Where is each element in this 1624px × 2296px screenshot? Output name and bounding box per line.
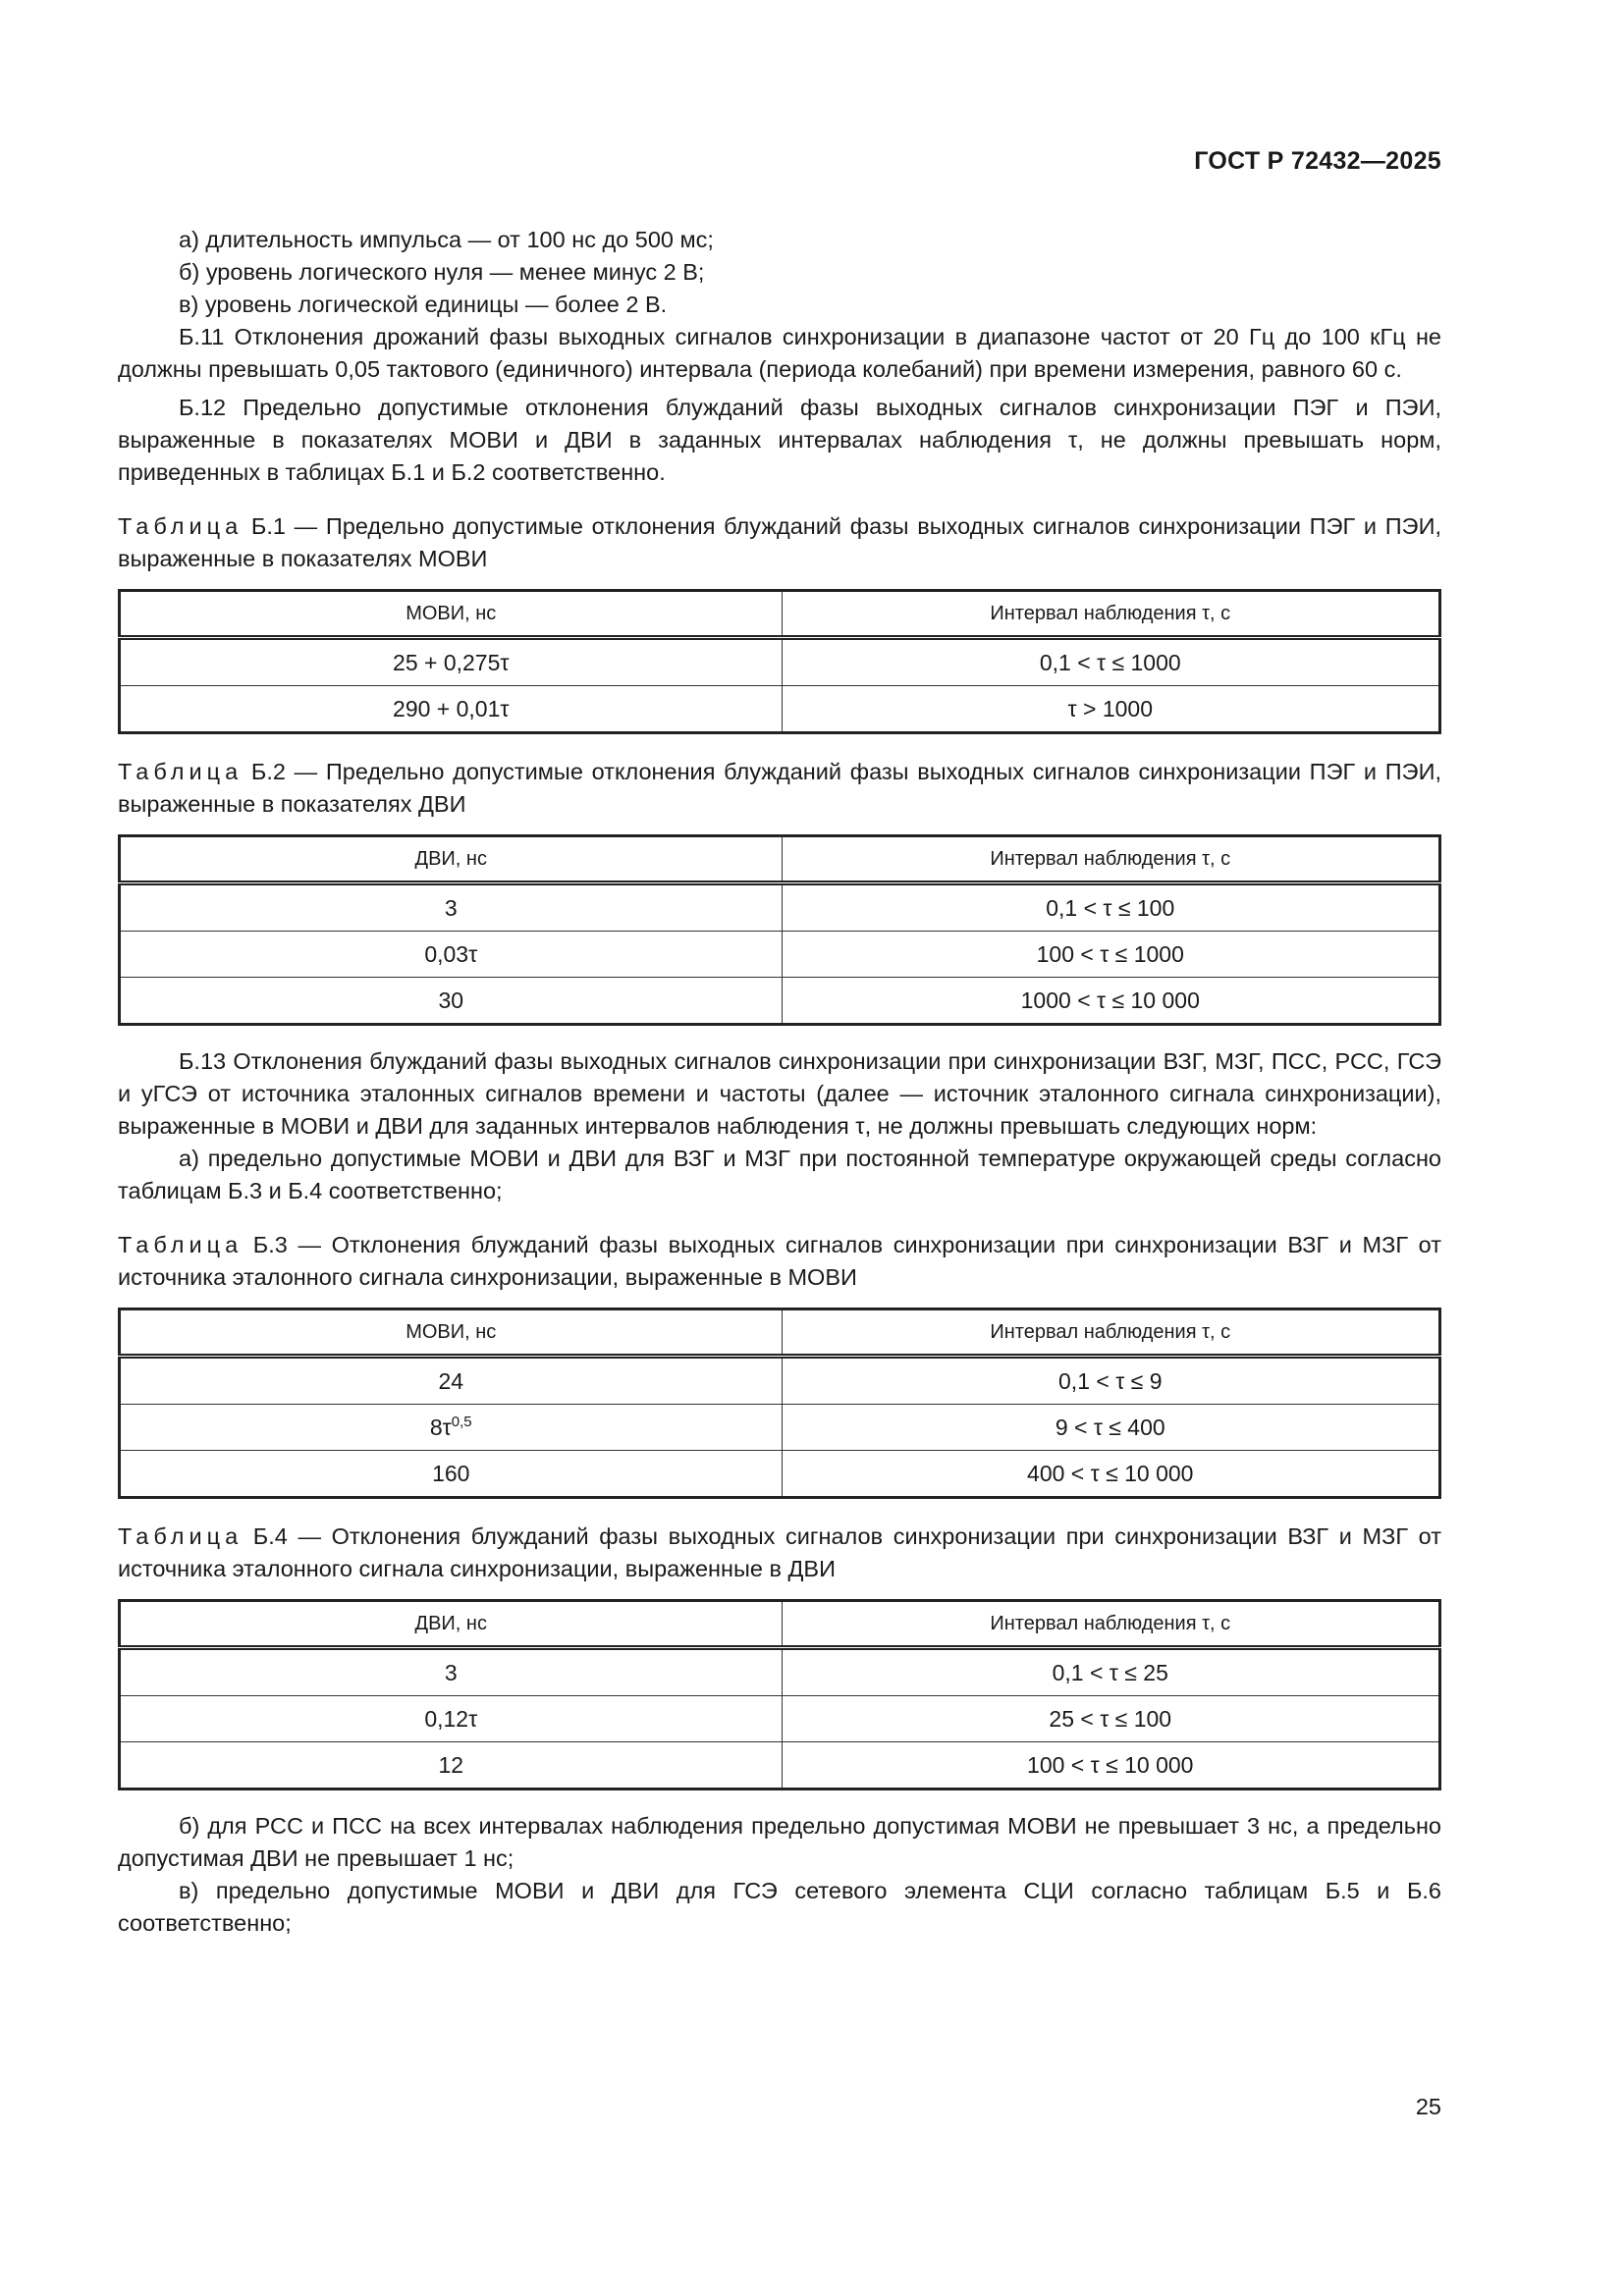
table-caption-b2 [118, 756, 1441, 821]
column-header: ДВИ, нс [120, 836, 783, 883]
table-caption-text: Б.4 — Отклонения блужданий фазы выходных сигналов синхронизации при синхронизации ВЗГ и МЗГ от источника эталонного сигнала синхронизации, выраженные в ДВИ [118, 1523, 1441, 1581]
table-cell: 9 < τ ≤ 400 [782, 1405, 1440, 1451]
table-cell: 100 < τ ≤ 1000 [782, 932, 1440, 978]
table-row [120, 1648, 1440, 1696]
page-number: 25 [1415, 2094, 1441, 2119]
column-header: Интервал наблюдения τ, с [782, 836, 1440, 883]
column-header: МОВИ, нс [120, 1309, 783, 1357]
table-caption-label: Таблица [118, 1523, 244, 1549]
table-cell: 0,1 < τ ≤ 25 [782, 1648, 1440, 1696]
table-row [120, 932, 1440, 978]
table-cell: 160 [120, 1451, 783, 1498]
table-cell: 400 < τ ≤ 10 000 [782, 1451, 1440, 1498]
paragraph-b13: Б.13 Отклонения блужданий фазы выходных сигналов синхронизации при синхронизации ВЗГ, МЗГ, ПСС, РСС, ГСЭ и уГСЭ от источника эталонных сигналов времени и частоты (далее — источник эталонного сигнала синхронизации), выраженные в МОВИ и ДВИ для заданных интервалов наблюдения τ, не должны превышать следующих норм: [118, 1048, 1441, 1139]
table-caption-label: Таблица [118, 1232, 244, 1257]
column-header: Интервал наблюдения τ, с [782, 1309, 1440, 1357]
table-cell: τ > 1000 [782, 686, 1440, 733]
table-row [120, 978, 1440, 1025]
formula-exponent: 0,5 [451, 1413, 472, 1430]
table-b4 [118, 1599, 1441, 1790]
table-caption-text: Б.3 — Отклонения блужданий фазы выходных сигналов синхронизации при синхронизации ВЗГ и МЗГ от источника эталонного сигнала синхронизации, выраженные в МОВИ [118, 1232, 1441, 1290]
column-header: Интервал наблюдения τ, с [782, 591, 1440, 638]
table-caption-text: Б.1 — Предельно допустимые отклонения блужданий фазы выходных сигналов синхронизации ПЭГ и ПЭИ, выраженные в показателях МОВИ [118, 513, 1441, 571]
table-header-row [120, 591, 1440, 638]
table-row [120, 638, 1440, 686]
paragraph-b12: Б.12 Предельно допустимые отклонения блужданий фазы выходных сигналов синхронизации ПЭГ и ПЭИ, выраженные в показателях МОВИ и ДВИ в заданных интервалах наблюдения τ, не должны превышать норм, приведенных в таблицах Б.1 и Б.2 соответственно. [118, 395, 1441, 485]
table-b3 [118, 1308, 1441, 1499]
table-cell: 290 + 0,01τ [120, 686, 783, 733]
paragraph-b11: Б.11 Отклонения дрожаний фазы выходных сигналов синхронизации в диапазоне частот от 20 Гц до 100 кГц не должны превышать 0,05 тактового (единичного) интервала (периода колебаний) при времени измерения, равного 60 с. [118, 324, 1441, 382]
table-cell: 25 < τ ≤ 100 [782, 1696, 1440, 1742]
list-item-v: в) уровень логической единицы — более 2 В. [179, 292, 668, 317]
table-cell: 100 < τ ≤ 10 000 [782, 1742, 1440, 1789]
formula-base: 8τ [429, 1414, 452, 1440]
table-cell: 24 [120, 1357, 783, 1405]
column-header: МОВИ, нс [120, 591, 783, 638]
table-caption-b1 [118, 510, 1441, 575]
list-item-a: а) длительность импульса — от 100 нс до 500 мс; [179, 227, 714, 252]
table-cell: 0,12τ [120, 1696, 783, 1742]
table-row [120, 686, 1440, 733]
table-row [120, 1451, 1440, 1498]
table-cell: 3 [120, 1648, 783, 1696]
table-cell [120, 1405, 783, 1451]
table-b1 [118, 589, 1441, 734]
table-caption-label: Таблица [118, 513, 244, 539]
list-item-a: а) предельно допустимые МОВИ и ДВИ для ВЗГ и МЗГ при постоянной температуре окружающей среды согласно таблицам Б.3 и Б.4 соответственно; [118, 1146, 1441, 1203]
list-item-b: б) для РСС и ПСС на всех интервалах наблюдения предельно допустимая МОВИ не превышает 3 нс, а предельно допустимая ДВИ не превышает 1 нс; [118, 1813, 1441, 1871]
table-header-row [120, 1601, 1440, 1648]
table-cell: 12 [120, 1742, 783, 1789]
table-caption-text: Б.2 — Предельно допустимые отклонения блужданий фазы выходных сигналов синхронизации ПЭГ и ПЭИ, выраженные в показателях ДВИ [118, 759, 1441, 817]
table-caption-b4 [118, 1521, 1441, 1585]
table-header-row [120, 1309, 1440, 1357]
table-header-row [120, 836, 1440, 883]
table-cell: 0,03τ [120, 932, 783, 978]
table-b2 [118, 834, 1441, 1026]
table-caption-b3 [118, 1229, 1441, 1294]
table-row [120, 1742, 1440, 1789]
document-code: ГОСТ Р 72432—2025 [1194, 147, 1441, 175]
table-row [120, 1696, 1440, 1742]
table-cell: 0,1 < τ ≤ 9 [782, 1357, 1440, 1405]
table-cell: 3 [120, 883, 783, 932]
page-content [118, 224, 1441, 1940]
table-cell: 0,1 < τ ≤ 100 [782, 883, 1440, 932]
table-cell: 30 [120, 978, 783, 1025]
table-caption-label: Таблица [118, 759, 244, 784]
list-item-v: в) предельно допустимые МОВИ и ДВИ для ГСЭ сетевого элемента СЦИ согласно таблицам Б.5 и Б.6 соответственно; [118, 1878, 1441, 1936]
list-item-b: б) уровень логического нуля — менее минус 2 В; [179, 259, 705, 285]
column-header: ДВИ, нс [120, 1601, 783, 1648]
table-cell: 0,1 < τ ≤ 1000 [782, 638, 1440, 686]
table-row [120, 1357, 1440, 1405]
table-cell: 25 + 0,275τ [120, 638, 783, 686]
column-header: Интервал наблюдения τ, с [782, 1601, 1440, 1648]
table-cell: 1000 < τ ≤ 10 000 [782, 978, 1440, 1025]
table-row [120, 883, 1440, 932]
table-row [120, 1405, 1440, 1451]
